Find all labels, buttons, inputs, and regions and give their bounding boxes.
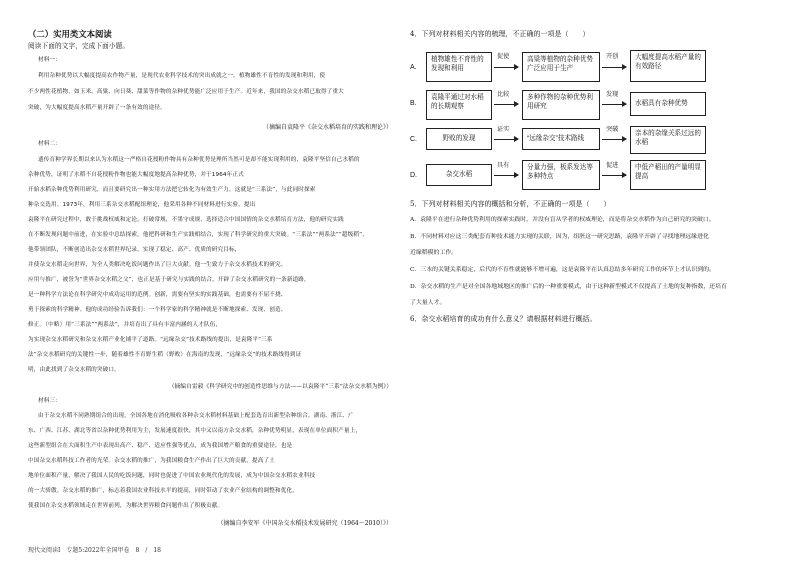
option-text: 近缘稻模的工作。: [410, 250, 458, 256]
text-line: 明，由此找到了杂交水稻的突破口。: [28, 367, 120, 373]
arrow-icon: [602, 175, 626, 176]
text-line: 东、广西、江苏、湖北等省以杂种优势利用为主，发展速度很快，其中又以南方杂交水稻，杂种优势明显，表现在单位面积产量上，: [28, 428, 362, 434]
text-line: 杂种优势，证明了水稻不自花授粉作物也能大幅度地提高杂种优势，并于1964年正式: [28, 172, 244, 178]
option-text: A．袁隆平在进行杂种优势利用的探索实践时，并没有盲从学者的权威理论，而是将杂交水稻作为自己研究的突破口。: [410, 217, 715, 223]
arrow-icon: [494, 104, 518, 105]
text-line: 开始水稻杂种优势利用研究，而且要研究出一种实用方法把它转化为有效生产力，这就是“三系法”，与此同时探索: [28, 187, 316, 193]
question-4-title: 4．下列对材料相关内容的梳理，不正确的一项是（ ）: [410, 30, 590, 38]
option-text: 了大量人才。: [410, 300, 446, 306]
text-line: 袁隆平在研究过程中，敢于挑战权威和定论，打破常规，不墨守成规，选择适合中国国情的杂交水稻培育方法，他的研究实践: [28, 217, 344, 223]
text-line: 种杂交选用。1973年，利用三系杂交水稻配组理论，他采用各种不同材料进行实验，提出: [28, 202, 256, 208]
option-text: D．杂交水稻的生产是对全国各地域地区的推广后的一种重要模式，由于这种新型模式不仅提高了土地的复种指数，还培育: [410, 284, 727, 290]
text-line: 的一大骄傲。杂交水稻的推广，标志着我国农业科技水平的提高，同时带动了农业产业结构的调整和优化，: [28, 488, 298, 494]
flow-box: 大幅度提高水稻产量的有效路径: [630, 50, 706, 82]
arrow-label: 发现: [606, 91, 619, 98]
text-line: 利用杂种优势以大幅度提高农作物产量，是现代农业科学技术的突出成就之一。植物雄性不育性的发现和利用，使: [38, 73, 326, 79]
question-5-title: 5．下列对材料相关内容的概括和分析，不正确的一项是（ ）: [410, 200, 611, 208]
arrow-label: 比较: [497, 91, 510, 98]
arrow-icon: [494, 139, 518, 140]
text-line: 应用与推广，被誉为“世界杂交水稻之父”，也正是基于研究与实践的结合，开辟了杂交水稻研究的一条新道路，: [28, 277, 310, 283]
text-line: 使我国在杂交水稻领域走在世界前列，为解决世界粮食问题作出了积极贡献。: [28, 503, 224, 509]
flow-box: 袁隆平通过对水稻的长期观察: [426, 90, 492, 120]
arrow-icon: [494, 67, 518, 68]
flow-box: 亲本的杂缘关系过远的水稻: [630, 126, 706, 154]
option-letter: D.: [410, 172, 417, 179]
flow-box: “远缘杂交”技术路线: [522, 128, 600, 150]
option-letter: B.: [410, 100, 417, 107]
flow-box: 杂交水稻: [426, 164, 492, 186]
arrow-icon: [602, 67, 626, 68]
option-letter: A.: [410, 64, 417, 71]
question-6: 6．杂交水稻培育的成功有什么意义？请根据材料进行概括。: [410, 315, 597, 323]
text-line: 不少两性花植物，如玉米、高粱、向日葵、甜菜等作物的杂种优势能广泛应用于生产。近年来，我国的杂交水稻已取得了重大: [28, 89, 344, 95]
arrow-label: 具有: [497, 162, 510, 169]
material-2-label: 材料二：: [38, 141, 61, 147]
flow-box: 分量力强，板系发达等多种特点: [522, 160, 600, 190]
text-line: 这些新型组合在大面积生产中表现出高产、稳产、适应性强等优点，成为我国增产粮食的重要途径，也是: [28, 443, 293, 449]
flow-box: 水稻具有杂种优势: [630, 92, 706, 116]
material-3-citation: （摘编自李安军《中国杂交水稻技术发展研究（1964～2010）》）: [217, 520, 392, 527]
arrow-label: 开创: [606, 53, 619, 60]
page-footer: 现代文阅读Ⅰ 专题5:2022年全国甲卷 8 / 18: [28, 547, 161, 554]
text-line: 在不断发现问题中前进，在实验中总结探索，他把科研和生产实践相结合，实现了科学研究的重大突破。“三系法”“两系法”“超级稻”，: [28, 232, 368, 238]
material-3-label: 材料三：: [38, 398, 61, 404]
text-line: 突破，为大幅度提高水稻产量开辟了一条有效的途径。: [28, 105, 166, 111]
flow-box: 高粱等植物的杂种优势广泛应用于生产: [522, 52, 600, 82]
material-2-citation: （摘编自雷毅《科学研究中的创造性思维与方法——以袁隆平“三系”法杂交水稻为例》）: [168, 384, 392, 390]
arrow-label: 促进: [606, 162, 619, 169]
text-line: 修正。（中略）用“三系法”“两系法”，并培育出了具有丰富内涵的人才队伍，: [28, 322, 222, 328]
arrow-label: 突破: [606, 126, 619, 133]
text-line: 是一种科学方法论在科学研究中成功运用的范例。创新，需要有坚实的实践基础，也需要有不屈不挠、: [28, 292, 287, 298]
option-text: C．三本的关键关系稳定，后代的不育性就能够不增可遍，这是袁隆平在认真总结多年研究工作的环节上才认识到的。: [410, 267, 715, 273]
flow-box: 中低产稻田的产量明显提高: [630, 160, 706, 190]
text-line: 中国杂交水稻科技工作者的光荣。杂交水稻的推广，为我国粮食生产作出了巨大的贡献，提高了土: [28, 458, 275, 464]
option-letter: C.: [410, 136, 417, 143]
section-title: （二）实用类文本阅读: [28, 29, 112, 39]
flow-box: 野败的发现: [426, 128, 492, 150]
arrow-icon: [494, 175, 518, 176]
option-text: B．不同材料对应这三类配套育种技术能力实现的关联，因为，组胚这一研究思路，袁隆平开辟了寻找地理远缘进化: [410, 234, 709, 240]
text-line: 遗传育种学界长期以来认为水稻这一严格自花授粉作物具有杂种优势是理所当然可是却不能实现利用的，袁隆平坚信自己水稻的: [38, 157, 360, 163]
text-line: 他带领团队，不断创造出杂交水稻世界纪录，实现了稳定、高产、优质的研究目标，: [28, 247, 241, 253]
instruction: 阅读下面的文字，完成下面小题。: [28, 42, 130, 50]
text-line: 法”杂交水稻研究的关键性一步，随着雄性不育野生稻（野败）在海南的发现，“远缘杂交”的技术路线得到证: [28, 352, 302, 358]
flow-box: 植物雄性不育性的发现和利用: [426, 52, 492, 82]
arrow-label: 促使: [497, 53, 510, 60]
text-line: 由于杂交水稻不同熟期组合的出现，全国各地在消化吸收各种杂交水稻材料基础上配套选育出新型杂种组合。湖南、浙江、广: [38, 413, 354, 419]
flow-box: 多种作物的杂种优势利用研究: [522, 90, 600, 120]
text-line: 为实现杂交水稻研究和杂交水稻产业化铺平了道路。“远缘杂交”技术路线的提出，是袁隆平“三系: [28, 337, 273, 343]
text-line: 地单位面积产量，解决了我国人民的吃饭问题，同时也促进了中国农业现代化的发展，成为中国杂交水稻农业科技: [28, 473, 316, 479]
material-1-citation: （摘编自袁隆平《杂交水稻培育的实践和理论》）: [262, 124, 392, 131]
arrow-label: 证实: [497, 126, 510, 133]
text-line: 并使杂交水稻走向世界，为全人类解决吃饭问题作出了巨大贡献。他一生致力于杂交水稻技术的研究、: [28, 262, 287, 268]
material-1-label: 材料一：: [38, 57, 61, 63]
text-line: 勇于探索的科学精神。他的成功经验告诉我们：一个科学家的科学精神就是不断地探索、发现、创造、: [28, 307, 287, 313]
arrow-icon: [602, 139, 626, 140]
arrow-icon: [602, 104, 626, 105]
